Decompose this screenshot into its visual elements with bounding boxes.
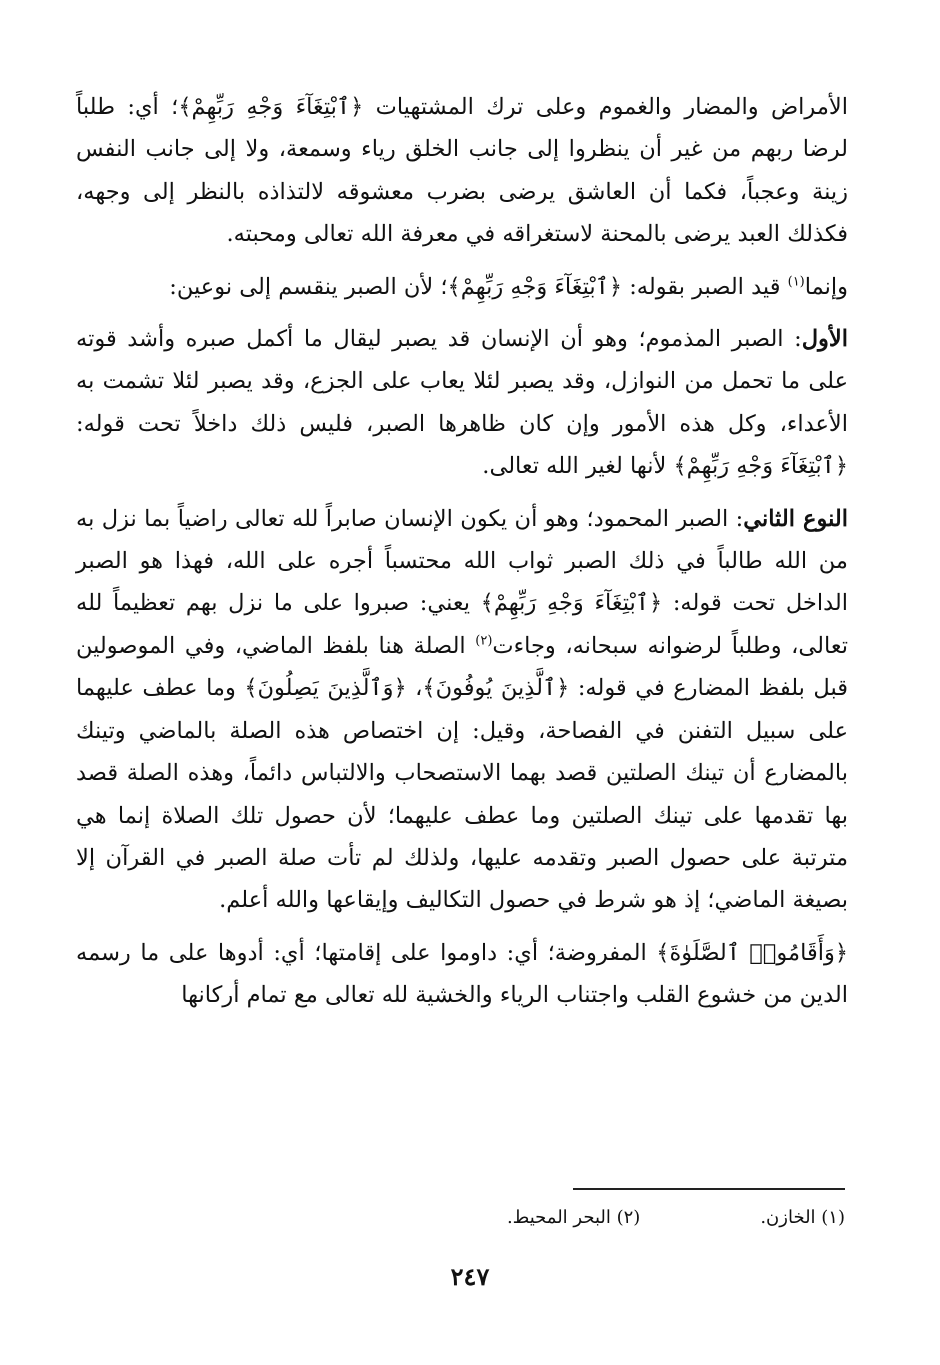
footnote-2: (٢) البحر المحيط. (506, 1207, 641, 1228)
paragraph-2-start: وإنما (804, 273, 848, 300)
paragraph-5: ﴿وَأَقَامُوا۟ ٱلصَّلَوٰةَ﴾ المفروضة؛ أي: داوموا على إقامتها؛ أي: أدوها على ما رسمه الدين من خشوع القلب واجتناب الرياء والخشية لله تعالى مع تمام أركانها (76, 939, 848, 1009)
paragraph-3-label: الأول (801, 326, 848, 353)
paragraph-2-rest: قيد الصبر بقوله: ﴿ٱبْتِغَآءَ وَجْهِ رَبِّهِمْ﴾؛ لأن الصبر ينقسم إلى نوعين: (169, 273, 788, 300)
body-text (76, 86, 848, 1017)
paragraph-1: الأمراض والمضار والغموم وعلى ترك المشتهيات ﴿ٱبْتِغَآءَ وَجْهِ رَبِّهِمْ﴾؛ أي: طلباً لرضا ربهم من غير أن ينظروا إلى جانب الخلق رياء وسمعة، ولا إلى جانب النفس زينة وعجباً، فكما أن العاشق يرضى بضرب معشوقه لالتذاذه بالنظر إلى وجهه، فكذلك العبد يرضى بالمحنة لاستغراقه في معرفة الله تعالى ومحبته. (76, 94, 849, 248)
paragraph-3 (76, 318, 848, 488)
paragraph-3-text: : الصبر المذموم؛ وهو أن الإنسان قد يصبر ليقال ما أكمل صبره وأشد قوته على ما تحمل من النوازل، وقد يصبر لئلا يعاب على الجزع، وقد يصبر لئلا تشمت به الأعداء، وكل هذه الأمور وإن كان ظاهرها الصبر، فليس ذلك داخلاً تحت قوله: ﴿ٱبْتِغَآءَ وَجْهِ رَبِّهِمْ﴾ لأنها لغير الله تعالى. (76, 326, 848, 480)
paragraph-4-rest: الصلة هنا بلفظ الماضي، وفي الموصولين قبل بلفظ المضارع في قوله: ﴿ٱلَّذِينَ يُوفُونَ﴾، ﴿وَٱلَّذِينَ يَصِلُونَ﴾ وما عطف عليهما على سبيل التفنن في الفصاحة، وقيل: إن اختصاص هذه الصلة بالماضي وتينك بالمضارع أن تينك الصلتين قصد بهما الاستصحاب والالتباس دائماً، وهذه الصلة قصد بها تقدمها على تينك الصلتين وما عطف عليهما؛ لأن حصول تلك الصلاة إنما هي مترتبة على حصول الصبر وتقدمه عليها، ولذلك لم تأت صلة الصبر في القرآن إلا بصيغة الماضي؛ إذ هو شرط في حصول التكاليف وإيقاعها والله أعلم. (76, 632, 848, 914)
page-number: ٢٤٧ (450, 1262, 490, 1291)
paragraph-4-start: : الصبر المحمود؛ وهو أن يكون الإنسان صابراً لله تعالى راضياً بما نزل به من الله طالباً في ذلك الصبر ثواب الله محتسباً أجره على الله، فهذا هو الصبر الداخل تحت قوله: ﴿ٱبْتِغَآءَ وَجْهِ رَبِّهِمْ﴾ يعني: صبروا على ما نزل بهم تعظيماً لله تعالى، وطلباً لرضوانه سبحانه، وجاءت (76, 505, 848, 659)
footnote-1: (١) الخازن. (760, 1207, 845, 1228)
footnote-ref-1: (١) (787, 274, 805, 290)
paragraph-2 (76, 266, 848, 308)
footnotes (285, 1204, 845, 1232)
paragraph-4 (76, 498, 848, 922)
footnote-ref-2: (٢) (475, 633, 493, 649)
footnote-divider (573, 1188, 845, 1190)
paragraph-4-label: النوع الثاني (743, 505, 848, 532)
